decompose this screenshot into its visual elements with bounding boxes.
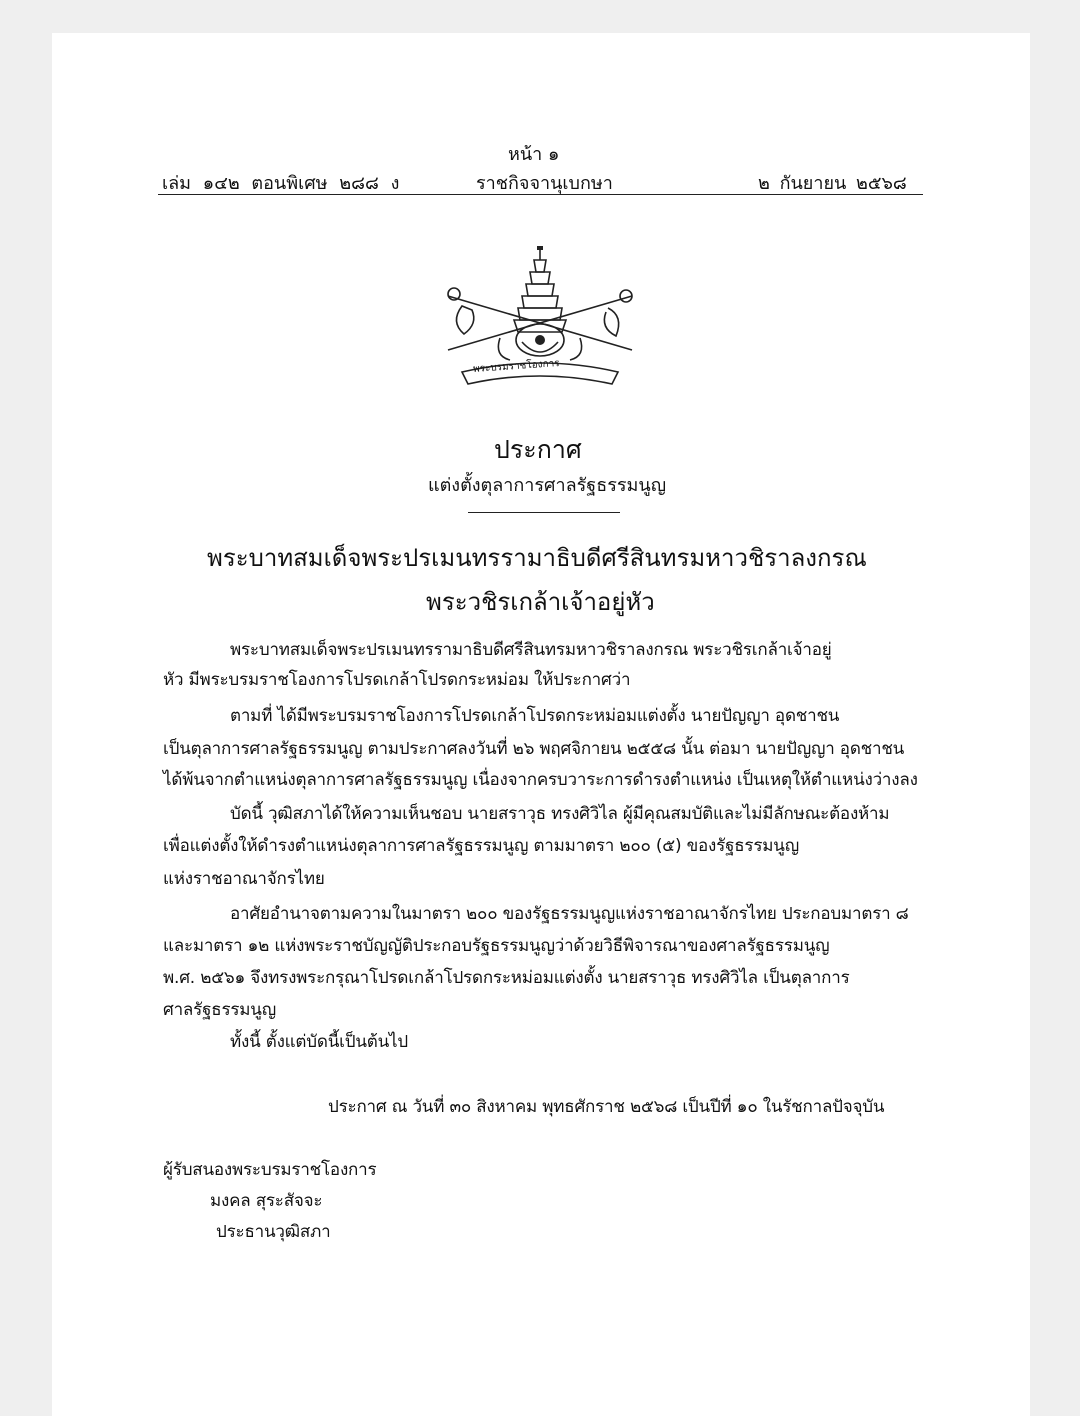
countersign-label: ผู้รับสนองพระบรมราชโองการ [163, 1160, 377, 1180]
paragraph-3-line-2: เพื่อแต่งตั้งให้ดำรงตำแหน่งตุลาการศาลรัฐธรรมนูญ ตามมาตรา ๒๐๐ (๕) ของรัฐธรรมนูญ [163, 836, 800, 856]
header-rule [158, 194, 923, 195]
king-name-line-2: พระวชิรเกล้าเจ้าอยู่หัว [426, 588, 655, 616]
countersigner-name: มงคล สุระสัจจะ [210, 1191, 323, 1211]
paragraph-2-line-3: ได้พ้นจากตำแหน่งตุลาการศาลรัฐธรรมนูญ เนื่องจากครบวาระการดำรงตำแหน่ง เป็นเหตุให้ตำแหน่งว่างลง [163, 770, 918, 790]
gazette-date: ๒ กันยายน ๒๕๖๘ [758, 173, 907, 194]
paragraph-4-line-2: และมาตรา ๑๒ แห่งพระราชบัญญัติประกอบรัฐธรรมนูญว่าด้วยวิธีพิจารณาของศาลรัฐธรรมนูญ [163, 936, 830, 956]
page-number: หน้า ๑ [508, 144, 560, 165]
paragraph-4-line-1: อาศัยอำนาจตามความในมาตรา ๒๐๐ ของรัฐธรรมนูญแห่งราชอาณาจักรไทย ประกอบมาตรา ๘ [230, 904, 909, 924]
paragraph-4-line-4: ศาลรัฐธรรมนูญ [163, 1000, 277, 1020]
paragraph-3-line-1: บัดนี้ วุฒิสภาได้ให้ความเห็นชอบ นายสราวุธ ทรงศิวิไล ผู้มีคุณสมบัติและไม่มีลักษณะต้องห้าม [230, 804, 890, 824]
paragraph-2-line-2: เป็นตุลาการศาลรัฐธรรมนูญ ตามประกาศลงวันที่ ๒๖ พฤศจิกายน ๒๕๕๘ นั้น ต่อมา นายปัญญา อุดชาชน [163, 739, 905, 759]
announcement-title: ประกาศ [494, 435, 582, 464]
paragraph-1-line-1: พระบาทสมเด็จพระปรเมนทรรามาธิบดีศรีสินทรมหาวชิราลงกรณ พระวชิรเกล้าเจ้าอยู่ [230, 640, 832, 660]
announcement-subtitle: แต่งตั้งตุลาการศาลรัฐธรรมนูญ [428, 475, 667, 496]
king-name-line-1: พระบาทสมเด็จพระปรเมนทรรามาธิบดีศรีสินทรมหาวชิราลงกรณ [207, 544, 867, 572]
paragraph-1-line-2: หัว มีพระบรมราชโองการโปรดเกล้าโปรดกระหม่อม ให้ประกาศว่า [163, 670, 631, 690]
gazette-volume: เล่ม ๑๔๒ ตอนพิเศษ ๒๘๘ ง [162, 173, 400, 194]
emblem-ribbon-text: พระบรมราชโองการ [472, 357, 560, 376]
paragraph-3-line-3: แห่งราชอาณาจักรไทย [163, 869, 325, 889]
paragraph-4-line-3: พ.ศ. ๒๕๖๑ จึงทรงพระกรุณาโปรดเกล้าโปรดกระหม่อมแต่งตั้ง นายสราวุธ ทรงศิวิไล เป็นตุลาการ [163, 968, 850, 988]
proclamation-date: ประกาศ ณ วันที่ ๓๐ สิงหาคม พุทธศักราช ๒๕๖๘ เป็นปีที่ ๑๐ ในรัชกาลปัจจุบัน [328, 1097, 885, 1117]
gazette-name: ราชกิจจานุเบกษา [476, 173, 613, 194]
countersigner-position: ประธานวุฒิสภา [216, 1222, 331, 1242]
paragraph-5: ทั้งนี้ ตั้งแต่บัดนี้เป็นต้นไป [230, 1032, 408, 1052]
paragraph-2-line-1: ตามที่ ได้มีพระบรมราชโองการโปรดเกล้าโปรดกระหม่อมแต่งตั้ง นายปัญญา อุดชาชน [230, 706, 840, 726]
title-divider [468, 512, 620, 513]
